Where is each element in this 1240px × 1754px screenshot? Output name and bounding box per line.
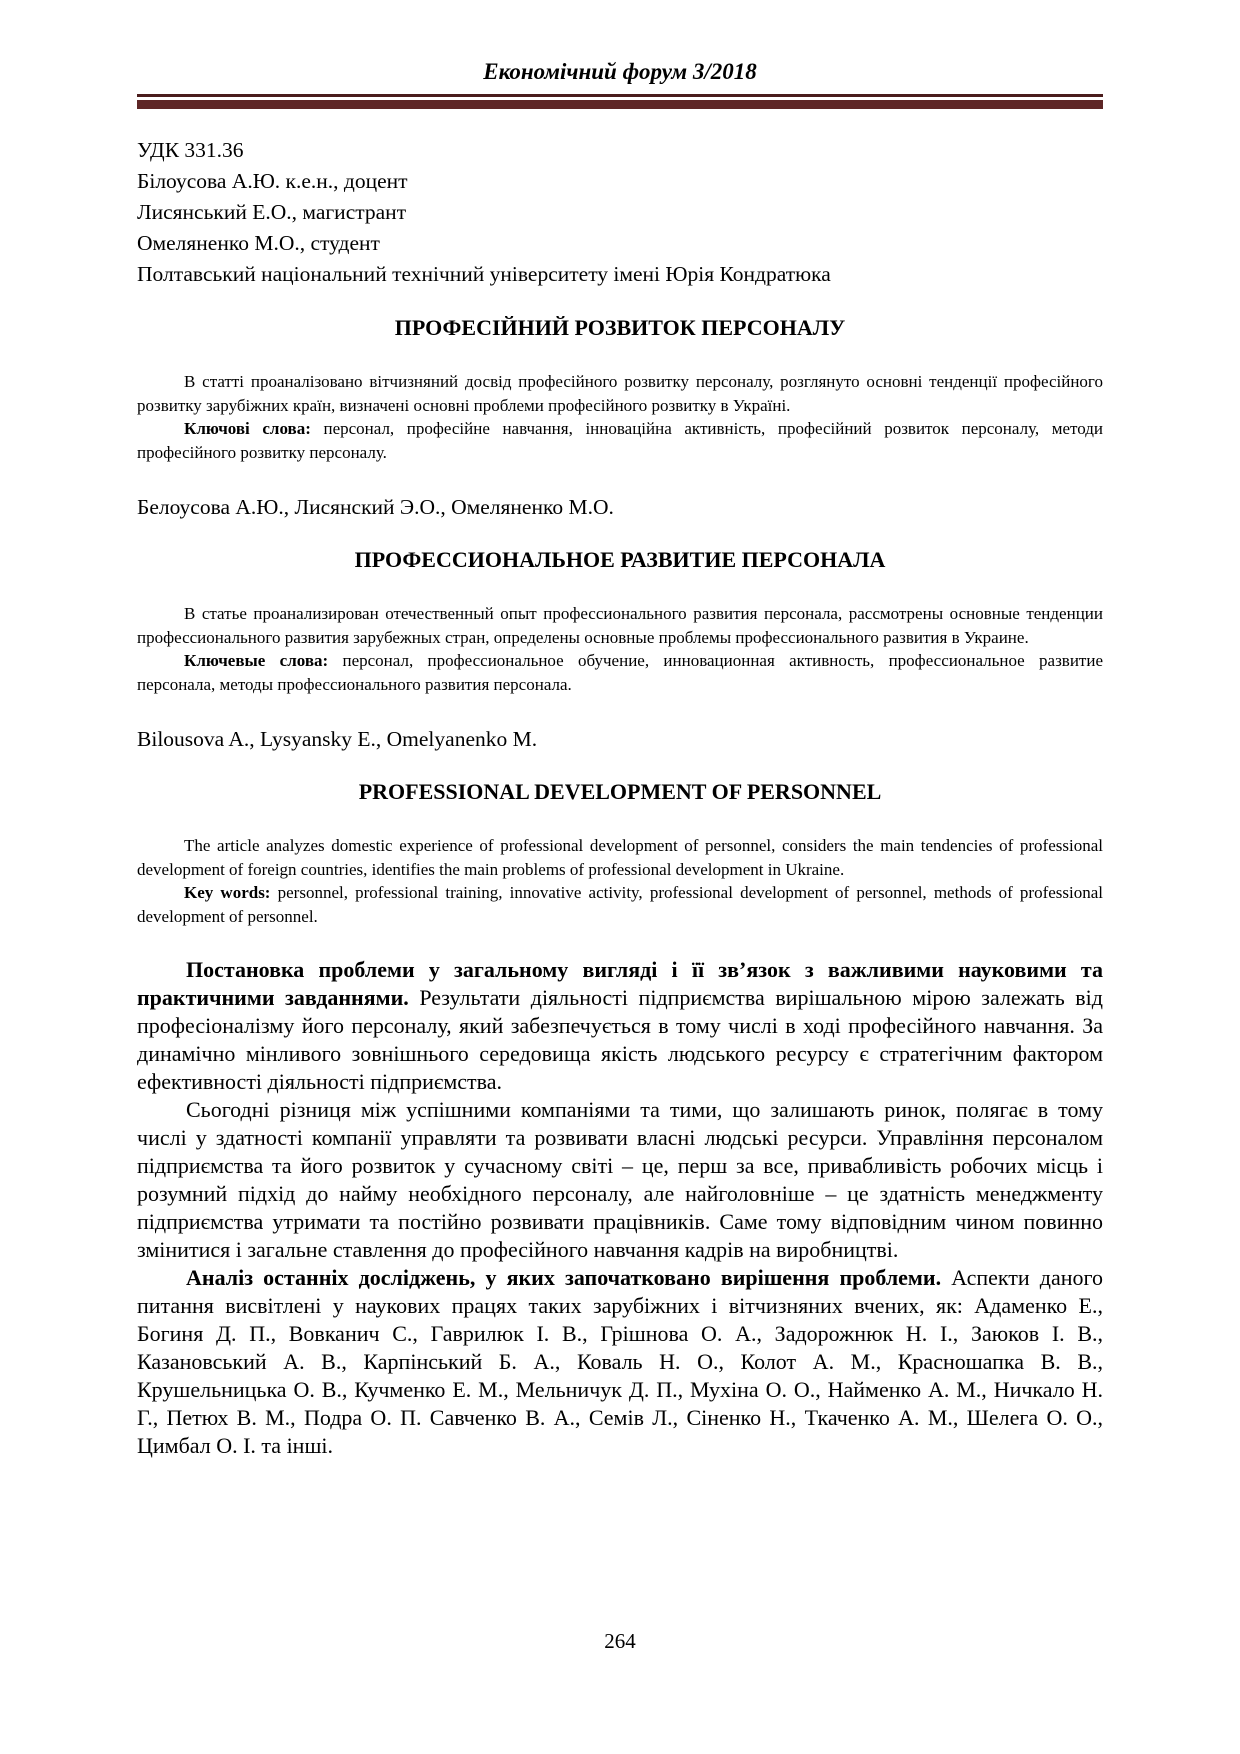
article-body	[137, 956, 1103, 1460]
abstract-uk: В статті проаналізовано вітчизняний досвід професійного розвитку персоналу, розглянуто основні тенденції професійного розвитку зарубіжних країн, визначені основні проблеми професійного розвитку в Україні.	[137, 372, 1103, 415]
title-ru: ПРОФЕССИОНАЛЬНОЕ РАЗВИТИЕ ПЕРСОНАЛА	[354, 547, 886, 572]
body-paragraph-3	[137, 1264, 1103, 1460]
keywords-ru	[137, 649, 1103, 696]
keywords-uk-label: Ключові слова:	[184, 419, 311, 438]
body-paragraph-1	[137, 956, 1103, 1096]
affiliation: Полтавський національний технічний університету імені Юрія Кондратюка	[137, 262, 831, 286]
author-line-2: Лисянський Е.О., магистрант	[137, 200, 407, 224]
authors-en: Bilousova A., Lysyansky E., Omelyanenko M.	[137, 727, 538, 751]
abstract-en: The article analyzes domestic experience of professional development of personnel, considers the main tendencies of professional development of foreign countries, identifies the main problems of professional development in Ukraine.	[137, 836, 1103, 879]
body-paragraph-1-lead: Постановка проблеми у загальному вигляді і її зв’язок з важливими науковими та практичними завданнями.	[137, 957, 1103, 1010]
author-line-1: Білоусова А.Ю. к.е.н., доцент	[137, 169, 408, 193]
author-line-3: Омеляненко М.О., студент	[137, 231, 380, 255]
running-header	[137, 58, 1103, 109]
body-paragraph-3-text: Аспекти даного питання висвітлені у наукових працях таких зарубіжних і вітчизняних вчених, як: Адаменко Е., Богиня Д. П., Вовканич С., Гаврилюк І. В., Грішнова О. А., Задорожнюк Н. І., Заюков І. В., Казановський А. В., Карпінський Б. А., Коваль Н. О., Колот А. М., Красношапка В. В., Крушельницька О. В., Кучменко Е. М., Мельничук Д. П., Мухіна О. О., Найменко А. М., Ничкало Н. Г., Петюх В. М., Подра О. П. Савченко В. А., Семів Л., Сіненко Н., Ткаченко А. М., Шелега О. О., Цимбал О. І. та інші.	[137, 1265, 1103, 1458]
udc-code: УДК 331.36	[137, 138, 244, 162]
page-number: 264	[604, 1629, 636, 1653]
keywords-ru-text: персонал, профессиональное обучение, инновационная активность, профессиональное развитие персонала, методы профессионального развития персонала.	[137, 651, 1104, 694]
keywords-en	[137, 881, 1103, 928]
header-rule-thick	[137, 100, 1103, 109]
body-paragraph-2	[137, 1096, 1103, 1264]
body-paragraph-2-text: Сьогодні різниця між успішними компаніями та тими, що залишають ринок, полягає в тому числі у здатності компанії управляти та розвивати власні людські ресурси. Управління персоналом підприємства та його розвиток у сучасному світі – це, перш за все, привабливість робочих місць і розумний підхід до найму необхідного персоналу, але найголовніше – це здатність менеджменту підприємства утримати та постійно розвивати працівників. Саме тому відповідним чином повинно змінитися і загальне ставлення до професійного навчання кадрів на виробництві.	[137, 1097, 1103, 1262]
title-uk: ПРОФЕСІЙНИЙ РОЗВИТОК ПЕРСОНАЛУ	[394, 315, 846, 340]
body-paragraph-1-text: Результати діяльності підприємства вирішальною мірою залежать від професіоналізму його персоналу, який забезпечується в тому числі в ході професійного навчання. За динамічно мінливого зовнішнього середовища якість людського ресурсу є стратегічним фактором ефективності діяльності підприємства.	[137, 985, 1103, 1094]
journal-title: Економічний форум 3/2018	[483, 59, 757, 84]
keywords-uk-text: персонал, професійне навчання, інноваційна активність, професійний розвиток персоналу, методи професійного розвитку персоналу.	[137, 419, 1103, 462]
keywords-en-label: Key words:	[184, 883, 271, 902]
article-meta	[137, 135, 1103, 290]
keywords-ru-label: Ключевые слова:	[184, 651, 329, 670]
keywords-uk	[137, 417, 1103, 464]
body-paragraph-3-lead: Аналіз останніх досліджень, у яких започатковано вирішення проблеми.	[186, 1265, 942, 1290]
keywords-en-text: personnel, professional training, innovative activity, professional development of personnel, methods of professional development of personnel.	[137, 883, 1103, 926]
title-en: PROFESSIONAL DEVELOPMENT OF PERSONNEL	[358, 779, 882, 804]
authors-ru: Белоусова А.Ю., Лисянский Э.О., Омеляненко М.О.	[137, 495, 614, 519]
abstract-ru: В статье проанализирован отечественный опыт профессионального развития персонала, рассмотрены основные тенденции профессионального развития зарубежных стран, определены основные проблемы профессионального развития в Украине.	[137, 604, 1103, 647]
header-rule-thin	[137, 94, 1103, 97]
